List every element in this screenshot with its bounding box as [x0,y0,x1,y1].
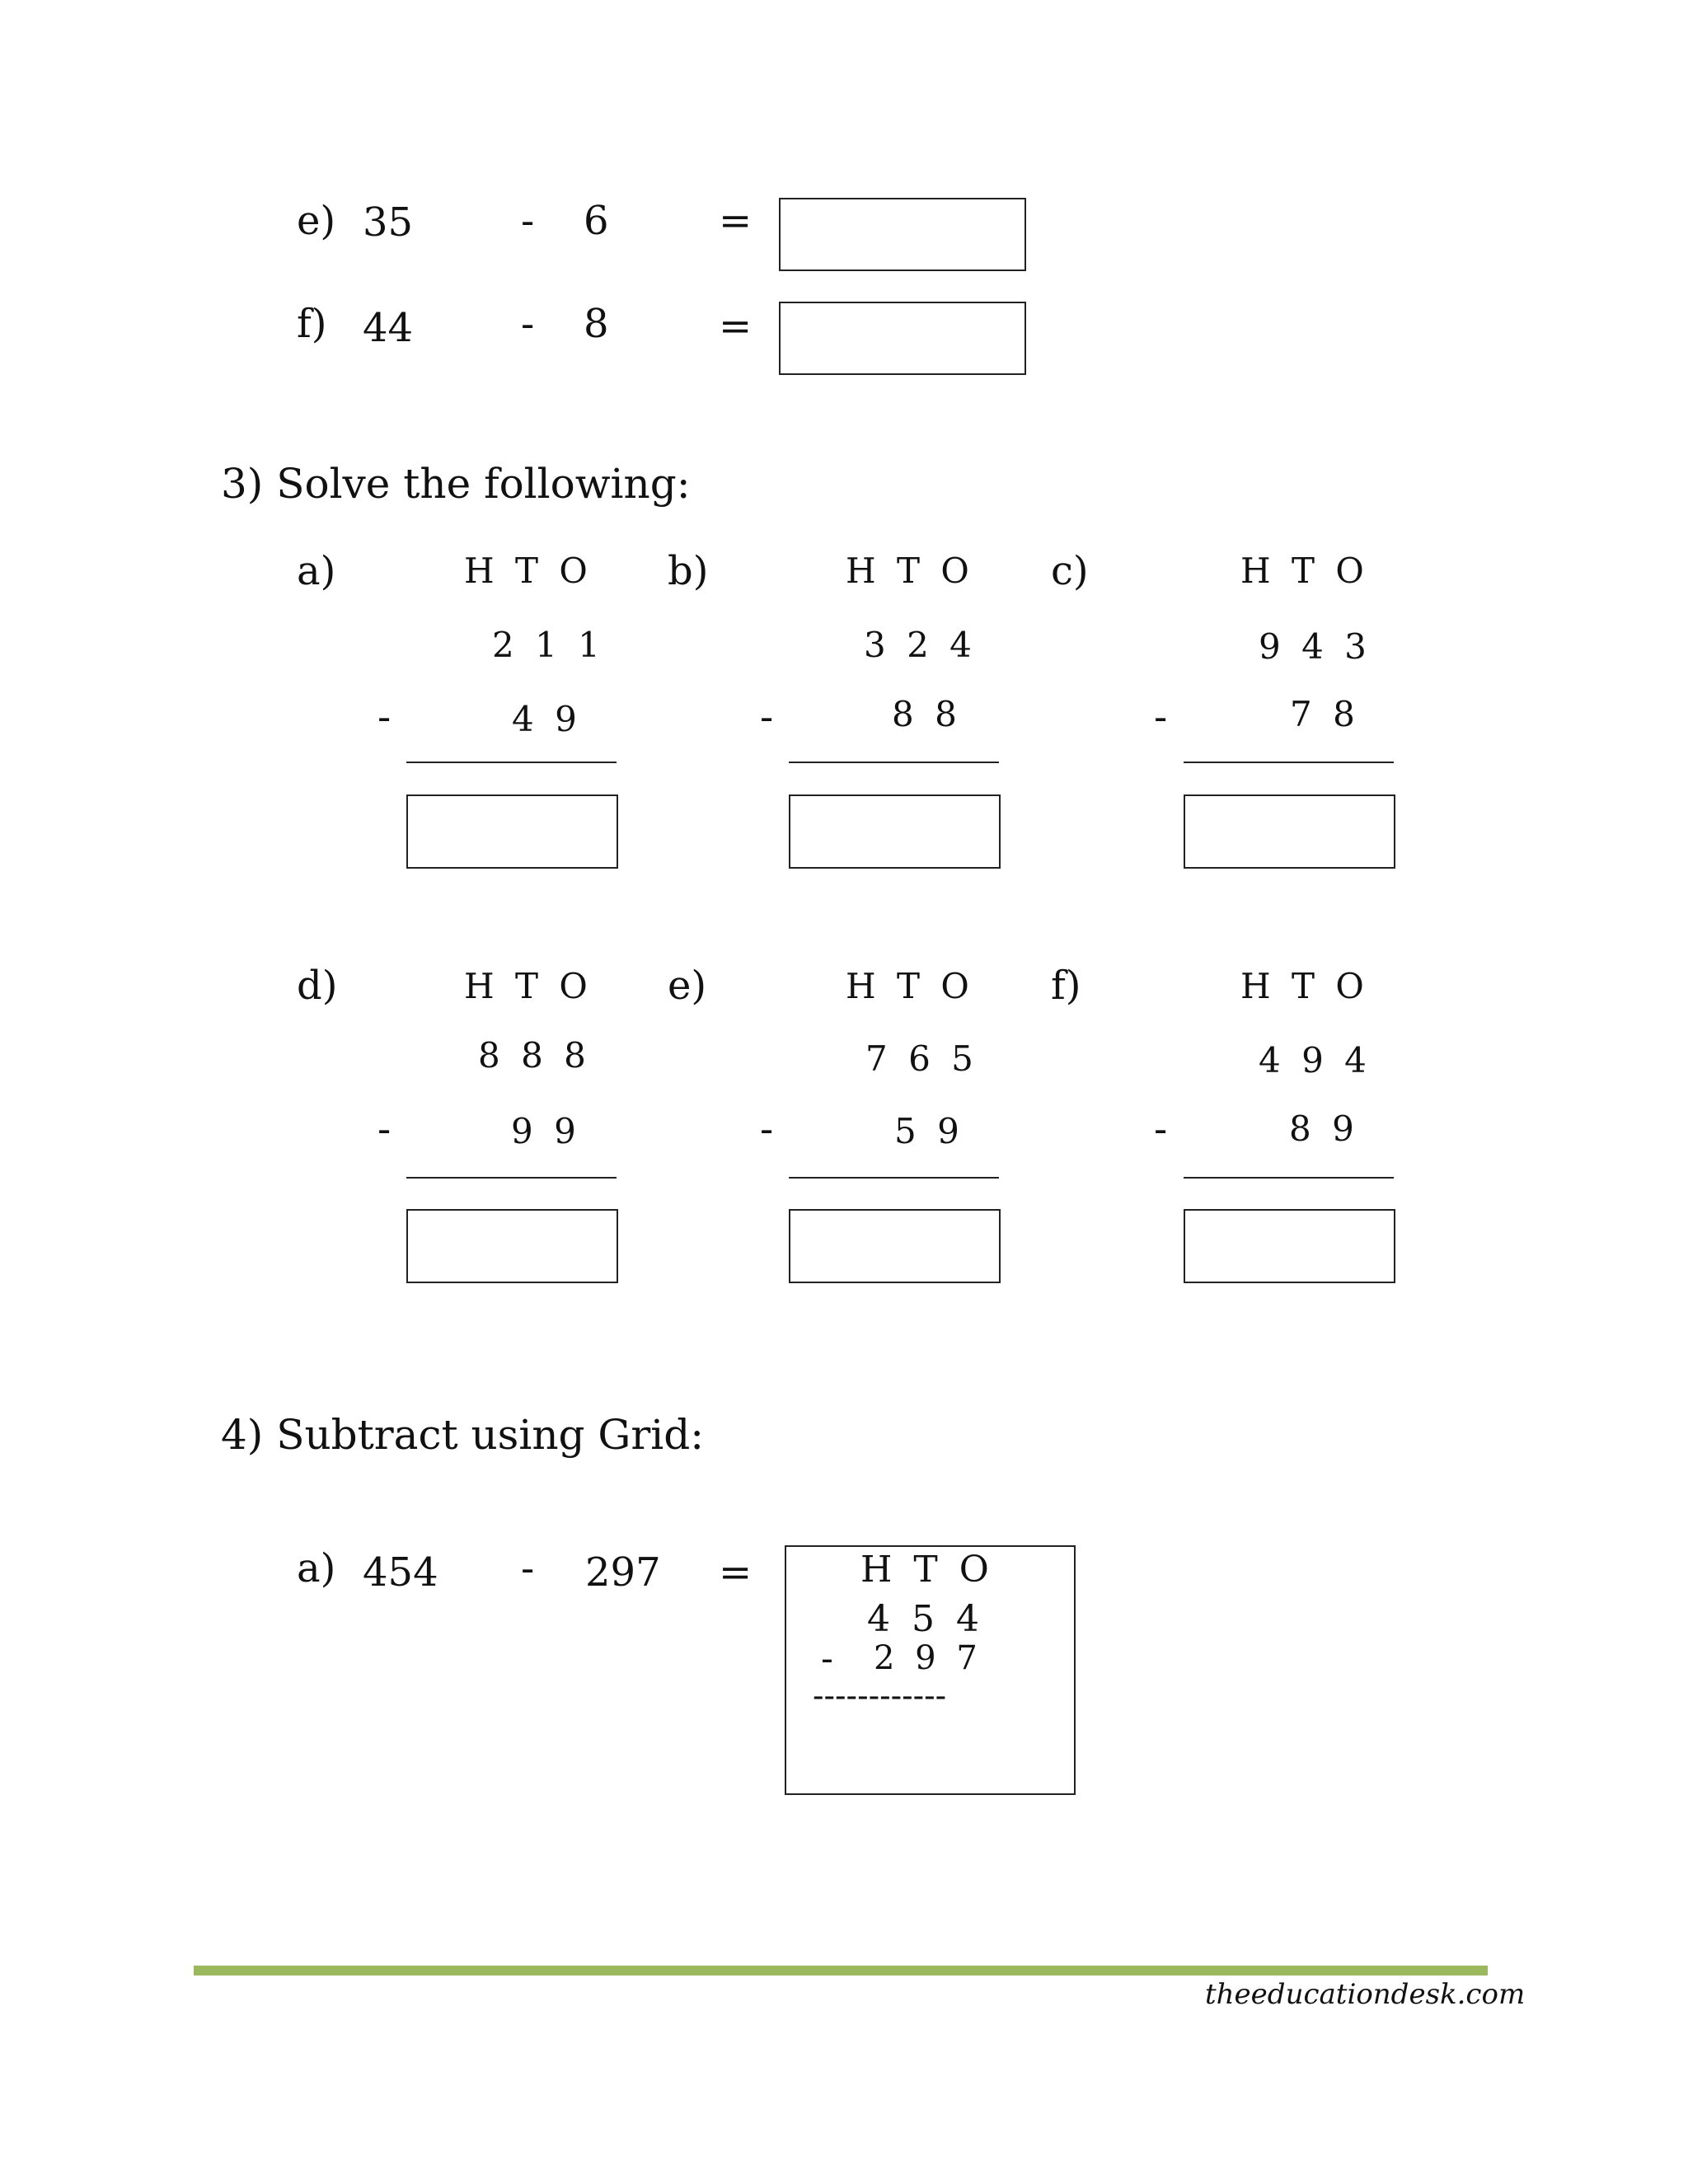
minuend: 454 [363,1549,438,1596]
subtrahend: 297 [585,1549,661,1596]
subtrahend: 4 9 [512,699,582,739]
place-value-header: H T O [1240,551,1369,591]
sum-line [406,762,617,763]
minus-sign: - [521,1545,535,1591]
equals-sign: = [719,1549,753,1596]
footer-site: theeducationdesk.com [1205,1978,1526,2011]
place-value-header: H T O [846,966,974,1006]
footer-bar [194,1966,1488,1975]
section-3-heading: 3) Solve the following: [221,460,691,508]
minus-sign: - [521,301,535,347]
grid-dash-line: ------------ [813,1677,947,1715]
problem-label: e) [297,198,336,244]
equals-sign: = [719,198,753,244]
grid-subtrahend: 2 9 7 [874,1639,982,1677]
problem-label: f) [1051,963,1081,1009]
answer-box[interactable] [779,302,1026,375]
minuend: 9 4 3 [1259,626,1372,667]
subtrahend: 8 9 [1289,1108,1359,1149]
section-4-heading: 4) Subtract using Grid: [221,1411,705,1459]
minus-sign: - [377,1106,392,1152]
problem-label: a) [297,548,336,594]
place-value-header: H T O [846,551,974,591]
minuend: 8 8 8 [478,1035,591,1076]
place-value-header: H T O [464,966,593,1006]
minus-sign: - [760,1106,774,1152]
minuend: 4 9 4 [1259,1040,1372,1080]
answer-box[interactable] [789,1209,1001,1283]
problem-label: a) [297,1545,336,1591]
minuend: 44 [363,305,414,351]
answer-box[interactable] [779,198,1026,271]
sum-line [1184,762,1394,763]
equals-sign: = [719,303,753,349]
grid-minuend: 4 5 4 [867,1598,984,1640]
sum-line [789,762,999,763]
subtrahend: 8 [584,301,609,347]
subtrahend: 8 8 [892,694,962,734]
sum-line [1184,1177,1394,1179]
problem-label: c) [1051,548,1089,594]
problem-label: d) [297,963,338,1009]
minus-sign: - [377,694,392,740]
problem-label: f) [297,301,327,347]
subtrahend: 5 9 [894,1111,964,1151]
answer-box[interactable] [406,1209,618,1283]
answer-box[interactable] [1184,794,1395,869]
answer-box[interactable] [789,794,1001,869]
problem-label: e) [668,963,707,1009]
minuend: 7 6 5 [865,1038,978,1079]
subtraction-grid[interactable] [785,1545,1076,1795]
minus-sign: - [760,694,774,740]
answer-box[interactable] [1184,1209,1395,1283]
sum-line [789,1177,999,1179]
minuend: 2 1 1 [492,625,605,665]
subtrahend: 9 9 [511,1111,581,1151]
minuend: 3 2 4 [864,625,977,665]
place-value-header: H T O [1240,966,1369,1006]
minuend: 35 [363,199,414,246]
minus-sign: - [1154,694,1168,740]
subtrahend: 7 8 [1290,694,1360,734]
minus-sign: - [521,198,535,244]
minus-sign: - [1154,1106,1168,1152]
answer-box[interactable] [406,794,618,869]
grid-minus-sign: - [821,1638,838,1680]
sum-line [406,1177,617,1179]
grid-header: H T O [860,1549,994,1591]
place-value-header: H T O [464,551,593,591]
problem-label: b) [668,548,709,594]
subtrahend: 6 [584,198,609,244]
